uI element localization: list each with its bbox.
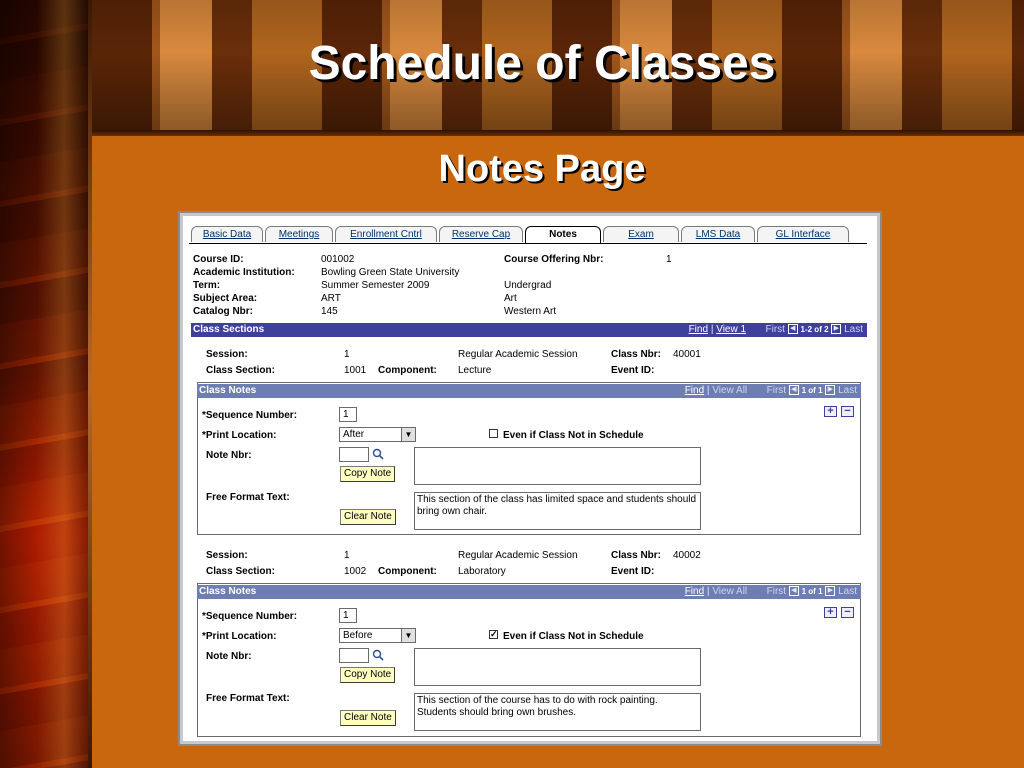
nav-separator: | — [706, 586, 710, 597]
minus-icon[interactable]: − — [841, 406, 854, 417]
class-section-value: 1001 — [344, 365, 367, 376]
course-offering-value: 1 — [666, 254, 672, 265]
class-nbr-value: 40002 — [673, 550, 701, 561]
class-nbr-label: Class Nbr: — [611, 349, 662, 360]
catalog-desc: Western Art — [504, 306, 557, 317]
note-nbr-label: Note Nbr: — [206, 450, 252, 461]
session-label: Session: — [206, 349, 248, 360]
tab-notes[interactable]: Notes — [525, 226, 601, 243]
class-sections-find-link[interactable]: Find — [688, 324, 709, 335]
class-notes-count: 1 of 1 — [801, 386, 823, 395]
left-arrow-icon[interactable]: ◀ — [789, 586, 799, 596]
class-sections-nav — [689, 323, 863, 337]
class-notes-find-link[interactable]: Find — [684, 385, 705, 396]
institution-value: Bowling Green State University — [321, 267, 460, 278]
event-id-label: Event ID: — [611, 566, 655, 577]
session-value: 1 — [344, 349, 350, 360]
print-location-value: Before — [343, 630, 373, 641]
print-location-value: After — [343, 429, 365, 440]
class-notes-view-all[interactable]: View All — [712, 586, 748, 597]
course-id-value: 001002 — [321, 254, 355, 265]
subject-area-label: Subject Area: — [193, 293, 258, 304]
tab-enrollment-cntrl[interactable]: Enrollment Cntrl — [335, 226, 437, 242]
tab-gl-interface[interactable]: GL Interface — [757, 226, 849, 242]
term-label: Term: — [193, 280, 221, 291]
class-section-label: Class Section: — [206, 365, 275, 376]
right-arrow-icon[interactable]: ▶ — [825, 586, 835, 596]
class-notes-find-link[interactable]: Find — [684, 586, 705, 597]
class-sections-title: Class Sections — [193, 324, 265, 335]
component-value: Lecture — [458, 365, 492, 376]
plus-icon[interactable]: + — [824, 607, 837, 618]
class-sections-count: 1-2 of 2 — [800, 325, 829, 334]
free-format-textarea[interactable]: This section of the course has to do with rock painting. Students should bring own brushes. — [414, 693, 701, 731]
catalog-nbr-label: Catalog Nbr: — [193, 306, 253, 317]
nav-separator: | — [706, 385, 710, 396]
class-section-label: Class Section: — [206, 566, 275, 577]
class-section-value: 1002 — [344, 566, 367, 577]
copy-note-button[interactable]: Copy Note — [340, 466, 395, 482]
class-notes-nav — [685, 384, 857, 398]
chevron-down-icon[interactable]: ▼ — [401, 428, 415, 441]
nav-separator: | — [710, 324, 714, 335]
class-notes-bar — [197, 585, 861, 599]
note-nbr-input[interactable] — [339, 447, 369, 462]
tab-strip — [189, 226, 867, 244]
slide-subtitle: Notes Page — [438, 148, 646, 190]
free-format-textarea[interactable]: This section of the class has limited space and students should bring own chair. — [414, 492, 701, 530]
class-sections-first[interactable]: First — [765, 324, 785, 335]
tab-lms-data[interactable]: LMS Data — [681, 226, 755, 242]
session-label: Session: — [206, 550, 248, 561]
clear-note-button[interactable]: Clear Note — [340, 710, 396, 726]
career-value: Undergrad — [504, 280, 552, 291]
right-arrow-icon[interactable]: ▶ — [831, 324, 841, 334]
class-notes-bar — [197, 384, 861, 398]
session-value: 1 — [344, 550, 350, 561]
class-notes-title: Class Notes — [199, 586, 257, 597]
sequence-number-label: *Sequence Number: — [202, 410, 298, 421]
magnifier-icon[interactable] — [372, 448, 384, 460]
notes-page-screenshot — [180, 213, 880, 744]
class-notes-first[interactable]: First — [766, 385, 787, 396]
print-location-select[interactable] — [339, 628, 416, 643]
class-notes-count: 1 of 1 — [801, 587, 823, 596]
sequence-number-input[interactable]: 1 — [339, 608, 357, 623]
class-notes-nav — [685, 585, 857, 599]
term-value: Summer Semester 2009 — [321, 280, 430, 291]
sequence-number-input[interactable]: 1 — [339, 407, 357, 422]
print-location-select[interactable] — [339, 427, 416, 442]
subject-area-desc: Art — [504, 293, 517, 304]
component-label: Component: — [378, 566, 437, 577]
print-location-label: *Print Location: — [202, 430, 277, 441]
institution-label: Academic Institution: — [193, 267, 295, 278]
background-left-wood — [0, 0, 92, 768]
free-format-label: Free Format Text: — [206, 693, 290, 704]
note-text-area[interactable] — [414, 447, 701, 485]
left-arrow-icon[interactable]: ◀ — [788, 324, 798, 334]
chevron-down-icon[interactable]: ▼ — [401, 629, 415, 642]
class-notes-first[interactable]: First — [766, 586, 787, 597]
catalog-nbr-value: 145 — [321, 306, 338, 317]
note-nbr-label: Note Nbr: — [206, 651, 252, 662]
tab-reserve-cap[interactable]: Reserve Cap — [439, 226, 523, 242]
even-if-label: Even if Class Not in Schedule — [503, 430, 644, 441]
slide-title: Schedule of Classes — [308, 37, 776, 90]
free-format-label: Free Format Text: — [206, 492, 290, 503]
sequence-number-label: *Sequence Number: — [202, 611, 298, 622]
subject-area-value: ART — [321, 293, 341, 304]
component-value: Laboratory — [458, 566, 506, 577]
even-if-label: Even if Class Not in Schedule — [503, 631, 644, 642]
class-nbr-value: 40001 — [673, 349, 701, 360]
tab-basic-data[interactable]: Basic Data — [191, 226, 263, 242]
note-text-area[interactable] — [414, 648, 701, 686]
tab-meetings[interactable]: Meetings — [265, 226, 333, 242]
minus-icon[interactable]: − — [841, 607, 854, 618]
even-if-checkbox[interactable] — [489, 429, 498, 438]
print-location-label: *Print Location: — [202, 631, 277, 642]
class-nbr-label: Class Nbr: — [611, 550, 662, 561]
copy-note-button[interactable]: Copy Note — [340, 667, 395, 683]
class-notes-view-all[interactable]: View All — [712, 385, 748, 396]
component-label: Component: — [378, 365, 437, 376]
magnifier-icon[interactable] — [372, 649, 384, 661]
session-desc: Regular Academic Session — [458, 550, 578, 561]
even-if-checkbox[interactable]: ✓ — [490, 629, 498, 639]
class-notes-title: Class Notes — [199, 385, 257, 396]
class-sections-last[interactable]: Last — [844, 324, 863, 335]
tab-exam[interactable]: Exam — [603, 226, 679, 242]
course-id-label: Course ID: — [193, 254, 244, 265]
clear-note-button[interactable]: Clear Note — [340, 509, 396, 525]
event-id-label: Event ID: — [611, 365, 655, 376]
class-sections-view-link[interactable]: View 1 — [716, 324, 747, 335]
plus-icon[interactable]: + — [824, 406, 837, 417]
class-sections-bar — [191, 323, 867, 337]
class-notes-last[interactable]: Last — [838, 385, 857, 396]
left-arrow-icon[interactable]: ◀ — [789, 385, 799, 395]
class-notes-last[interactable]: Last — [838, 586, 857, 597]
note-nbr-input[interactable] — [339, 648, 369, 663]
session-desc: Regular Academic Session — [458, 349, 578, 360]
course-offering-label: Course Offering Nbr: — [504, 254, 604, 265]
right-arrow-icon[interactable]: ▶ — [825, 385, 835, 395]
